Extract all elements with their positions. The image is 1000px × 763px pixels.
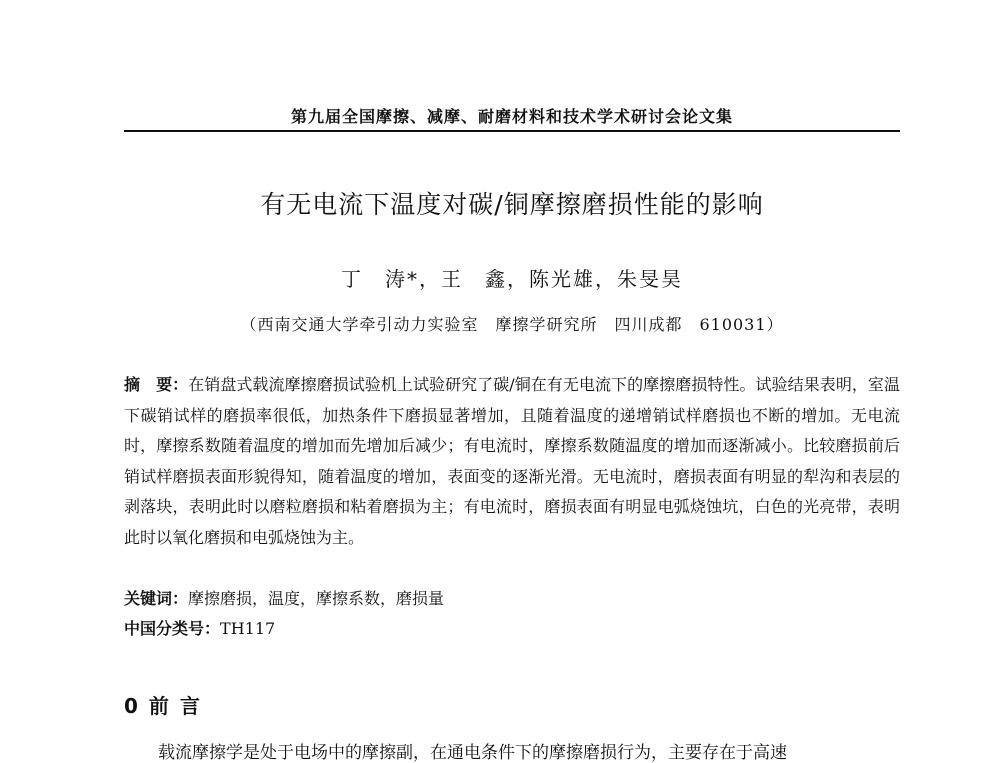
body-paragraph: 载流摩擦学是处于电场中的摩擦副，在通电条件下的摩擦磨损行为，主要存在于高速: [158, 743, 787, 763]
author-affiliation: （西南交通大学牵引动力实验室 摩擦学研究所 四川成都 610031）: [240, 315, 784, 334]
classification-text: TH117: [220, 619, 276, 638]
keywords-text: 摩擦磨损，温度，摩擦系数，磨损量: [188, 589, 445, 608]
abstract-text: 在销盘式载流摩擦磨损试验机上试验研究了碳/铜在有无电流下的摩擦磨损特性。试验结果表明，室温下碳销试样的磨损率很低，加热条件下磨损显著增加，且随着温度的递增销试样磨损也不断的增加。无电流时，摩擦系数随着温度的增加而先增加后减少；有电流时，摩擦系数随温度的增加而逐渐减小。比较磨损前后销试样磨损表面形貌得知，随着温度的增加，表面变的逐渐光滑。无电流时，磨损表面有明显的犁沟和表层的剥落块，表明此时以磨粒磨损和粘着磨损为主；有电流时，磨损表面有明显电弧烧蚀坑，白色的光亮带，表明此时以氧化磨损和电弧烧蚀为主。: [124, 375, 900, 547]
paper-title: 有无电流下温度对碳/铜摩擦磨损性能的影响: [260, 190, 764, 219]
keywords-label: 关键词：: [124, 589, 189, 608]
keywords: [124, 586, 900, 609]
header-rule: [124, 130, 900, 132]
running-header: 第九届全国摩擦、减摩、耐磨材料和技术学术研讨会论文集: [290, 107, 733, 126]
section-heading-introduction: 0 前 言: [124, 694, 202, 718]
abstract: [124, 370, 900, 553]
classification-label: 中国分类号：: [124, 619, 221, 638]
abstract-label: 摘 要：: [124, 375, 189, 394]
author-list: 丁 涛*，王 鑫，陈光雄，朱旻昊: [341, 267, 683, 291]
classification-number: [124, 616, 900, 639]
